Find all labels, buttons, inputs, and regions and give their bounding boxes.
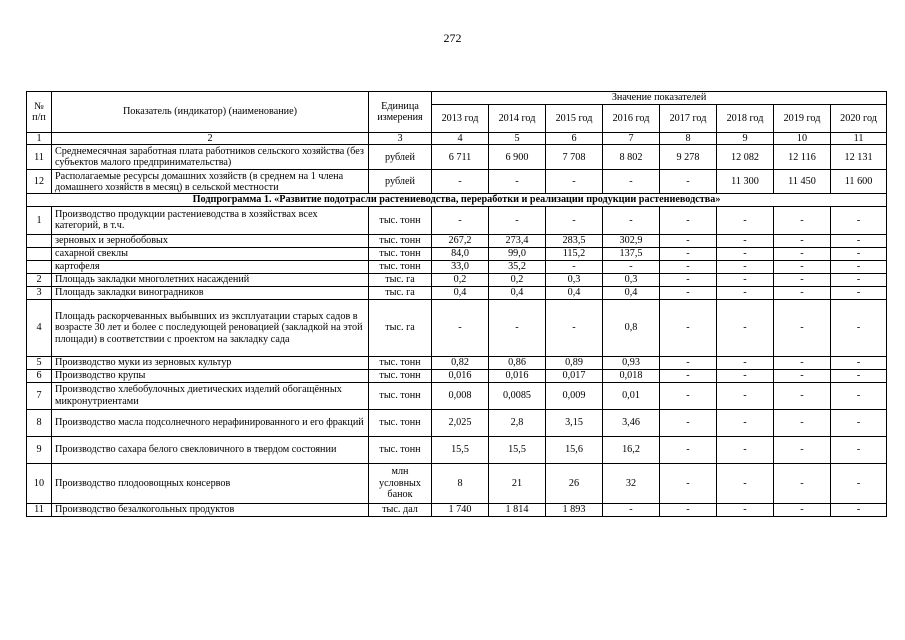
unit-cell: млн условных банок [369, 463, 432, 503]
value-cell: - [660, 247, 717, 260]
value-cell: 1 814 [489, 503, 546, 516]
unit-cell: тыс. тонн [369, 247, 432, 260]
header-year: 2018 год [717, 105, 774, 133]
value-cell: 0,008 [432, 382, 489, 409]
value-cell: - [774, 409, 831, 436]
header-year: 2016 год [603, 105, 660, 133]
row-number: 1 [27, 206, 52, 234]
indicator-name: Производство крупы [52, 369, 369, 382]
unit-cell: тыс. тонн [369, 382, 432, 409]
table-row [27, 286, 887, 299]
value-cell: 0,4 [546, 286, 603, 299]
header-num: № п/п [27, 92, 52, 133]
header-year: 2014 год [489, 105, 546, 133]
value-cell: - [717, 286, 774, 299]
value-cell: - [774, 356, 831, 369]
row-number: 9 [27, 436, 52, 463]
value-cell: 15,5 [432, 436, 489, 463]
value-cell: - [432, 299, 489, 356]
value-cell: - [432, 206, 489, 234]
row-number [27, 234, 52, 247]
header-unit: Единица измерения [369, 92, 432, 133]
value-cell: 0,009 [546, 382, 603, 409]
value-cell: - [489, 299, 546, 356]
value-cell: 33,0 [432, 260, 489, 273]
value-cell: - [660, 503, 717, 516]
value-cell: - [546, 299, 603, 356]
table-row [27, 299, 887, 356]
value-cell: - [546, 260, 603, 273]
value-cell: - [774, 260, 831, 273]
value-cell: - [774, 382, 831, 409]
value-cell: - [717, 409, 774, 436]
value-cell: 0,89 [546, 356, 603, 369]
value-cell: - [831, 260, 887, 273]
value-cell: - [717, 299, 774, 356]
table-row [27, 247, 887, 260]
value-cell: - [774, 234, 831, 247]
row-number: 10 [27, 463, 52, 503]
unit-cell: тыс. га [369, 286, 432, 299]
value-cell: - [831, 503, 887, 516]
table-row [27, 206, 887, 234]
indicators-top-rows [27, 145, 887, 194]
row-number: 7 [27, 382, 52, 409]
header-year: 2019 год [774, 105, 831, 133]
value-cell: 16,2 [603, 436, 660, 463]
unit-cell: тыс. га [369, 299, 432, 356]
column-index: 4 [432, 133, 489, 145]
value-cell: 7 708 [546, 145, 603, 170]
value-cell: 0,4 [432, 286, 489, 299]
row-number [27, 260, 52, 273]
unit-cell: тыс. тонн [369, 409, 432, 436]
header-year: 2017 год [660, 105, 717, 133]
table-row [27, 260, 887, 273]
subprogram-section [27, 194, 887, 206]
value-cell: - [774, 286, 831, 299]
value-cell: - [717, 273, 774, 286]
subprogram-title: Подпрограмма 1. «Развитие подотрасли растениеводства, переработки и реализации продукции растениеводства» [27, 194, 887, 206]
unit-cell: тыс. тонн [369, 436, 432, 463]
column-index: 6 [546, 133, 603, 145]
value-cell: - [660, 273, 717, 286]
value-cell: - [717, 260, 774, 273]
indicator-name: Площадь раскорчеванных выбывших из эксплуатации старых садов в возрасте 30 лет и более с последующей реновацией (закладкой на этой площади) в соответствии с проектом на закладку сада [52, 299, 369, 356]
value-cell: 0,86 [489, 356, 546, 369]
value-cell: 21 [489, 463, 546, 503]
value-cell: - [660, 436, 717, 463]
value-cell: 32 [603, 463, 660, 503]
value-cell: 0,01 [603, 382, 660, 409]
value-cell: - [774, 247, 831, 260]
value-cell: 0,3 [603, 273, 660, 286]
value-cell: 115,2 [546, 247, 603, 260]
indicator-name: Производство масла подсолнечного нерафинированного и его фракций [52, 409, 369, 436]
unit-cell: тыс. тонн [369, 206, 432, 234]
value-cell: - [717, 382, 774, 409]
value-cell: 2,025 [432, 409, 489, 436]
value-cell: 267,2 [432, 234, 489, 247]
row-number: 4 [27, 299, 52, 356]
value-cell: 283,5 [546, 234, 603, 247]
value-cell: - [717, 369, 774, 382]
value-cell: 0,93 [603, 356, 660, 369]
value-cell: - [717, 234, 774, 247]
table-row [27, 234, 887, 247]
header-year: 2013 год [432, 105, 489, 133]
value-cell: - [831, 463, 887, 503]
value-cell: 1 740 [432, 503, 489, 516]
header-values-group: Значение показателей [432, 92, 887, 105]
value-cell: - [717, 247, 774, 260]
column-index: 5 [489, 133, 546, 145]
value-cell: - [831, 299, 887, 356]
table-row [27, 145, 887, 170]
value-cell: 11 600 [831, 170, 887, 194]
value-cell: - [660, 286, 717, 299]
value-cell: - [603, 206, 660, 234]
value-cell: - [432, 170, 489, 194]
indicator-name: Производство хлебобулочных диетических изделий обогащённых микронутриентами [52, 382, 369, 409]
value-cell: 3,46 [603, 409, 660, 436]
value-cell: 137,5 [603, 247, 660, 260]
table-row [27, 463, 887, 503]
header-year: 2020 год [831, 105, 887, 133]
value-cell: - [717, 206, 774, 234]
value-cell: - [774, 369, 831, 382]
indicator-name: сахарной свеклы [52, 247, 369, 260]
row-number: 6 [27, 369, 52, 382]
table-row [27, 409, 887, 436]
value-cell: - [717, 463, 774, 503]
table-row [27, 369, 887, 382]
table-row [27, 273, 887, 286]
value-cell: - [546, 170, 603, 194]
value-cell: 0,4 [489, 286, 546, 299]
value-cell: 11 450 [774, 170, 831, 194]
subprogram-rows [27, 206, 887, 516]
value-cell: 0,017 [546, 369, 603, 382]
column-index: 10 [774, 133, 831, 145]
value-cell: 0,016 [432, 369, 489, 382]
value-cell: 26 [546, 463, 603, 503]
row-number [27, 247, 52, 260]
value-cell: - [774, 436, 831, 463]
column-index: 11 [831, 133, 887, 145]
value-cell: - [489, 170, 546, 194]
value-cell: 35,2 [489, 260, 546, 273]
indicator-name: зерновых и зернобобовых [52, 234, 369, 247]
unit-cell: тыс. дал [369, 503, 432, 516]
value-cell: - [774, 463, 831, 503]
value-cell: - [831, 382, 887, 409]
value-cell: 15,5 [489, 436, 546, 463]
value-cell: 0,018 [603, 369, 660, 382]
value-cell: - [717, 503, 774, 516]
unit-cell: рублей [369, 145, 432, 170]
value-cell: 0,016 [489, 369, 546, 382]
value-cell: - [660, 234, 717, 247]
value-cell: - [774, 299, 831, 356]
indicator-name: Площадь закладки виноградников [52, 286, 369, 299]
value-cell: - [831, 273, 887, 286]
value-cell: 9 278 [660, 145, 717, 170]
table-row [27, 382, 887, 409]
column-index: 1 [27, 133, 52, 145]
unit-cell: рублей [369, 170, 432, 194]
header-indicator: Показатель (индикатор) (наименование) [52, 92, 369, 133]
row-number: 12 [27, 170, 52, 194]
value-cell: 11 300 [717, 170, 774, 194]
indicator-name: Производство продукции растениеводства в хозяйствах всех категорий, в т.ч. [52, 206, 369, 234]
value-cell: 273,4 [489, 234, 546, 247]
value-cell: 6 900 [489, 145, 546, 170]
column-index: 3 [369, 133, 432, 145]
value-cell: 0,2 [432, 273, 489, 286]
column-index-row [27, 133, 887, 145]
value-cell: - [831, 234, 887, 247]
value-cell: - [831, 247, 887, 260]
indicator-name: Производство плодоовощных консервов [52, 463, 369, 503]
value-cell: - [660, 382, 717, 409]
value-cell: - [774, 503, 831, 516]
value-cell: - [603, 503, 660, 516]
row-number: 11 [27, 145, 52, 170]
value-cell: 0,2 [489, 273, 546, 286]
unit-cell: тыс. тонн [369, 356, 432, 369]
table-row [27, 170, 887, 194]
value-cell: - [831, 436, 887, 463]
indicator-name: Производство сахара белого свекловичного в твердом состоянии [52, 436, 369, 463]
column-index: 8 [660, 133, 717, 145]
table-row [27, 356, 887, 369]
row-number: 8 [27, 409, 52, 436]
value-cell: 8 [432, 463, 489, 503]
value-cell: - [717, 356, 774, 369]
value-cell: - [660, 369, 717, 382]
value-cell: - [546, 206, 603, 234]
indicator-name: Располагаемые ресурсы домашних хозяйств (в среднем на 1 члена домашнего хозяйств в месяц) в сельской местности [52, 170, 369, 194]
value-cell: 12 131 [831, 145, 887, 170]
table-row [27, 503, 887, 516]
value-cell: 8 802 [603, 145, 660, 170]
indicator-name: картофеля [52, 260, 369, 273]
indicator-name: Среднемесячная заработная плата работников сельского хозяйства (без субъектов малого предпринимательства) [52, 145, 369, 170]
value-cell: - [831, 206, 887, 234]
page-number: 272 [443, 31, 462, 45]
indicators-table [26, 91, 887, 517]
value-cell: 0,8 [603, 299, 660, 356]
value-cell: 84,0 [432, 247, 489, 260]
value-cell: 0,3 [546, 273, 603, 286]
value-cell: 1 893 [546, 503, 603, 516]
unit-cell: тыс. тонн [369, 260, 432, 273]
value-cell: - [603, 260, 660, 273]
value-cell: 0,0085 [489, 382, 546, 409]
value-cell: 99,0 [489, 247, 546, 260]
value-cell: 12 082 [717, 145, 774, 170]
value-cell: - [660, 409, 717, 436]
header-year: 2015 год [546, 105, 603, 133]
column-index: 7 [603, 133, 660, 145]
table-row [27, 436, 887, 463]
value-cell: 12 116 [774, 145, 831, 170]
value-cell: - [660, 356, 717, 369]
row-number: 11 [27, 503, 52, 516]
unit-cell: тыс. тонн [369, 234, 432, 247]
value-cell: - [831, 286, 887, 299]
value-cell: - [660, 299, 717, 356]
value-cell: - [660, 260, 717, 273]
row-number: 5 [27, 356, 52, 369]
value-cell: - [717, 436, 774, 463]
value-cell: 302,9 [603, 234, 660, 247]
value-cell: - [774, 273, 831, 286]
value-cell: - [774, 206, 831, 234]
value-cell: - [660, 463, 717, 503]
value-cell: - [603, 170, 660, 194]
value-cell: 6 711 [432, 145, 489, 170]
value-cell: - [831, 356, 887, 369]
value-cell: 3,15 [546, 409, 603, 436]
value-cell: 2,8 [489, 409, 546, 436]
value-cell: - [660, 206, 717, 234]
value-cell: - [489, 206, 546, 234]
value-cell: 0,4 [603, 286, 660, 299]
value-cell: - [660, 170, 717, 194]
value-cell: - [831, 409, 887, 436]
unit-cell: тыс. тонн [369, 369, 432, 382]
row-number: 2 [27, 273, 52, 286]
value-cell: 0,82 [432, 356, 489, 369]
value-cell: - [831, 369, 887, 382]
indicator-name: Производство муки из зерновых культур [52, 356, 369, 369]
value-cell: 15,6 [546, 436, 603, 463]
unit-cell: тыс. га [369, 273, 432, 286]
column-index: 9 [717, 133, 774, 145]
indicator-name: Площадь закладки многолетних насаждений [52, 273, 369, 286]
row-number: 3 [27, 286, 52, 299]
indicator-name: Производство безалкогольных продуктов [52, 503, 369, 516]
column-index: 2 [52, 133, 369, 145]
